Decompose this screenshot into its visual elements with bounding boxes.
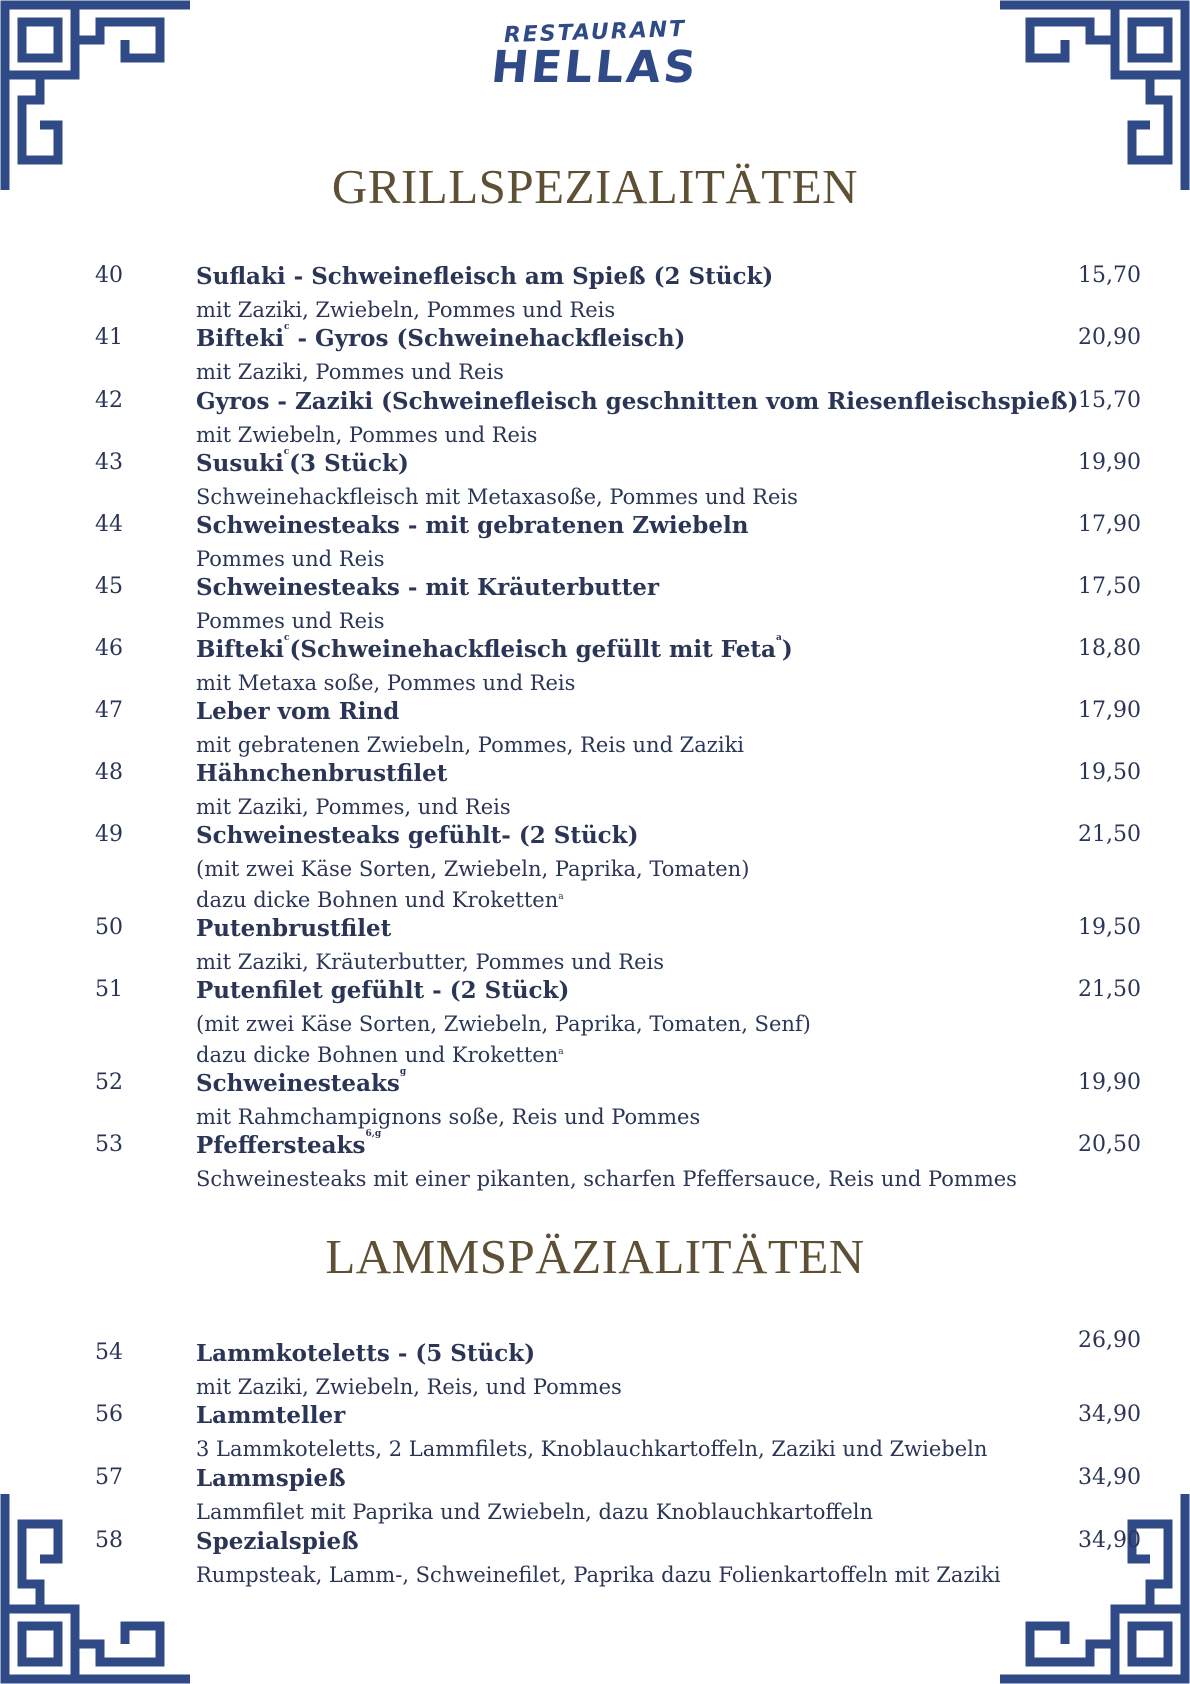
- item-number: 46: [95, 636, 123, 661]
- item-description: mit Zaziki, Pommes und Reis: [196, 360, 504, 384]
- section-title-grill: GRILLSPEZIALITÄTEN: [331, 159, 859, 214]
- item-price: 19,90: [1078, 450, 1141, 475]
- item-description: Rumpsteak, Lamm-, Schweinefilet, Paprika dazu Folienkartoffeln mit Zaziki: [196, 1563, 1001, 1587]
- logo-line-hellas: HELLAS: [489, 42, 702, 93]
- item-name: Bifteki$^c$(Schweinehackfleisch gefüllt mit Feta$^a$): [196, 633, 793, 663]
- item-description: mit Zwiebeln, Pommes und Reis: [196, 423, 538, 447]
- item-name: Putenfilet gefühlt - (2 Stück): [196, 977, 570, 1004]
- item-description: Pommes und Reis: [196, 609, 385, 633]
- logo-line-restaurant: RESTAURANT: [503, 16, 687, 49]
- item-name: Suflaki - Schweinefleisch am Spieß (2 Stück): [196, 263, 774, 290]
- item-name: Lammkoteletts - (5 Stück): [196, 1340, 536, 1367]
- item-number: 51: [95, 977, 123, 1002]
- item-description: mit Zaziki, Kräuterbutter, Pommes und Reis: [196, 950, 664, 974]
- item-number: 48: [95, 760, 123, 785]
- item-price: 26,90: [1078, 1328, 1141, 1353]
- item-price: 20,50: [1078, 1132, 1141, 1157]
- item-number: 45: [95, 574, 123, 599]
- item-description: Schweinesteaks mit einer pikanten, scharfen Pfeffersauce, Reis und Pommes: [196, 1167, 1017, 1191]
- item-price: 19,50: [1078, 760, 1141, 785]
- item-price: 17,50: [1078, 574, 1141, 599]
- item-name: Leber vom Rind: [196, 698, 400, 725]
- item-price: 34,90: [1078, 1528, 1141, 1553]
- item-price: 20,90: [1078, 325, 1141, 350]
- item-name: Gyros - Zaziki (Schweinefleisch geschnitten vom Riesenfleischspieß): [196, 388, 1079, 415]
- item-name: Schweinesteaks$^g$: [196, 1067, 407, 1097]
- item-price: 34,90: [1078, 1402, 1141, 1427]
- item-name: Schweinesteaks gefühlt- (2 Stück): [196, 822, 639, 849]
- item-name: Pfeffersteaks$^{6,g}$: [196, 1129, 382, 1159]
- item-name: Putenbrustfilet: [196, 915, 392, 942]
- item-number: 54: [95, 1340, 123, 1365]
- item-name: Schweinesteaks - mit Kräuterbutter: [196, 574, 660, 601]
- item-description: Pommes und Reis: [196, 547, 385, 571]
- item-number: 49: [95, 822, 123, 847]
- item-price: 19,90: [1078, 1070, 1141, 1095]
- item-price: 18,80: [1078, 636, 1141, 661]
- item-number: 58: [95, 1528, 123, 1553]
- item-price: 19,50: [1078, 915, 1141, 940]
- item-number: 57: [95, 1465, 123, 1490]
- item-description: mit Zaziki, Zwiebeln, Pommes und Reis: [196, 298, 616, 322]
- item-description: mit Metaxa soße, Pommes und Reis: [196, 671, 576, 695]
- item-description: mit Zaziki, Zwiebeln, Reis, und Pommes: [196, 1375, 622, 1399]
- item-description: mit gebratenen Zwiebeln, Pommes, Reis und Zaziki: [196, 733, 745, 757]
- item-number: 41: [95, 325, 123, 350]
- item-number: 40: [95, 263, 123, 288]
- item-price: 21,50: [1078, 977, 1141, 1002]
- item-number: 47: [95, 698, 123, 723]
- item-name: Schweinesteaks - mit gebratenen Zwiebeln: [196, 512, 749, 539]
- item-number: 42: [95, 388, 123, 413]
- item-description: Lammfilet mit Paprika und Zwiebeln, dazu Knoblauchkartoffeln: [196, 1500, 873, 1524]
- item-number: 53: [95, 1132, 123, 1157]
- item-number: 44: [95, 512, 123, 537]
- item-name: Spezialspieß: [196, 1528, 359, 1555]
- item-price: 15,70: [1078, 388, 1141, 413]
- item-price: 34,90: [1078, 1465, 1141, 1490]
- section-title-lamm: LAMMSPÄZIALITÄTEN: [325, 1229, 865, 1284]
- item-number: 50: [95, 915, 123, 940]
- item-name: Hähnchenbrustfilet: [196, 760, 448, 787]
- item-description: Schweinehackfleisch mit Metaxasoße, Pommes und Reis: [196, 485, 798, 509]
- item-number: 56: [95, 1402, 123, 1427]
- item-name: Lammspieß: [196, 1465, 346, 1492]
- greek-key-ornament-bottom-right: [995, 1489, 1190, 1684]
- item-name: Bifteki$^c$ - Gyros (Schweinehackfleisch): [196, 322, 686, 352]
- item-description: mit Zaziki, Pommes, und Reis: [196, 795, 511, 819]
- item-name: Susuki$^c$(3 Stück): [196, 447, 409, 477]
- item-number: 52: [95, 1070, 123, 1095]
- greek-key-ornament-bottom-left: [0, 1489, 195, 1684]
- restaurant-logo: [470, 16, 720, 93]
- item-description: (mit zwei Käse Sorten, Zwiebeln, Paprika, Tomaten, Senf) dazu dicke Bohnen und Kroketten$^a$: [196, 1012, 811, 1067]
- item-name: Lammteller: [196, 1402, 346, 1429]
- item-price: 21,50: [1078, 822, 1141, 847]
- item-description: mit Rahmchampignons soße, Reis und Pommes: [196, 1105, 701, 1129]
- item-number: 43: [95, 450, 123, 475]
- item-description: 3 Lammkoteletts, 2 Lammfilets, Knoblauchkartoffeln, Zaziki und Zwiebeln: [196, 1437, 988, 1461]
- item-price: 15,70: [1078, 263, 1141, 288]
- item-price: 17,90: [1078, 512, 1141, 537]
- item-price: 17,90: [1078, 698, 1141, 723]
- item-description: (mit zwei Käse Sorten, Zwiebeln, Paprika, Tomaten) dazu dicke Bohnen und Kroketten$^a$: [196, 857, 750, 912]
